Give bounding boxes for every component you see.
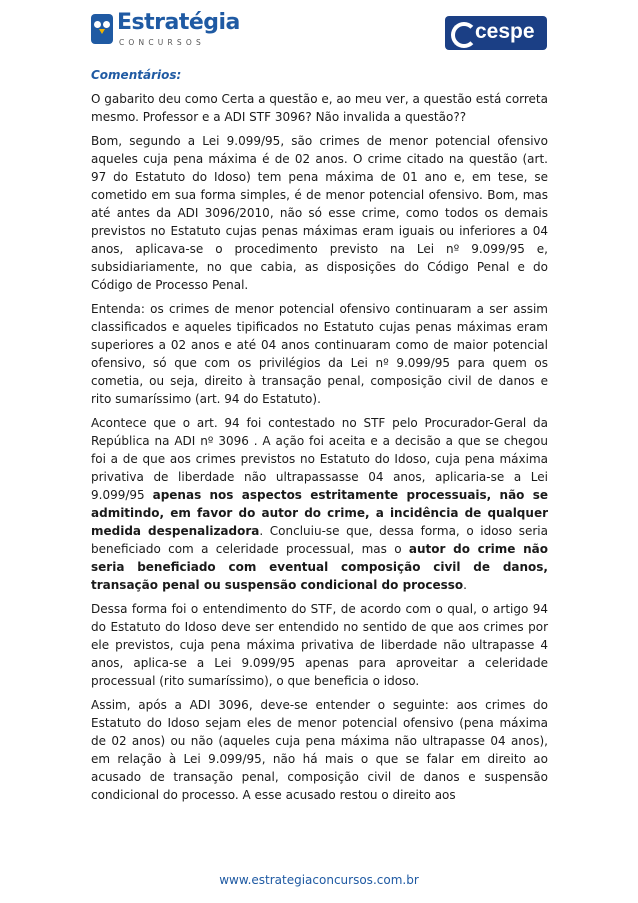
brand-title: Estratégia xyxy=(117,10,240,35)
paragraph-4-text-a: Acontece que o art. 94 foi contestado no STF pelo Procurador-Geral da República na ADI nº 3096 . A ação foi aceita e a decisão a que se chegou foi a de que aos crimes previstos no Estatuto do Idoso, cuja pena máxima privativa de liberdade não ultrapassasse 04 anos, aplicaria-se a Lei 9.099/95 xyxy=(91,416,548,502)
cespe-c-icon xyxy=(451,22,477,48)
paragraph-6: Assim, após a ADI 3096, deve-se entender o seguinte: aos crimes do Estatuto do Idoso sejam eles de menor potencial ofensivo (pena máxima de 02 anos) ou não (aqueles cuja pena máxima não ultrapasse 04 anos), em relação à Lei 9.099/95, não há mais o que se falar em direito ao acusado de transação penal, composição civil de danos e suspensão condicional do processo. A esse acusado restou o direito aos xyxy=(91,698,548,802)
paragraph-4-text-d: . xyxy=(463,578,467,592)
cespe-logo xyxy=(445,16,547,50)
paragraph-4-bold-2: autor do crime não seria beneficiado com eventual composição civil de danos, transação penal ou suspensão condicional do processo xyxy=(91,542,548,592)
section-title: Comentários: xyxy=(91,68,182,82)
owl-icon xyxy=(91,14,113,44)
paragraph-2: Bom, segundo a Lei 9.099/95, são crimes de menor potencial ofensivo aqueles cuja pena máxima é de 02 anos. O crime citado na questão (art. 97 do Estatuto do Idoso) tem pena máxima de 01 ano e, em tese, se cometido em sua forma simples, é de menor potencial ofensivo. Bom, mas até antes da ADI 3096/2010, não só esse crime, como todos os demais previstos no Estatuto cujas penas máximas eram iguais ou inferiores a 04 anos, aplicava-se o procedimento previsto na Lei nº 9.099/95 e, subsidiariamente, no que cabia, as disposições do Código Penal e do Código de Processo Penal. xyxy=(91,134,548,292)
paragraph-3: Entenda: os crimes de menor potencial ofensivo continuaram a ser assim classificados e aqueles tipificados no Estatuto cujas penas máximas eram superiores a 02 anos e até 04 anos continuaram como de maior potencial ofensivo, só que com os privilégios da Lei nº 9.099/95 para quem os cometia, ou seja, direito à transação penal, composição civil de danos e rito sumaríssimo (art. 94 do Estatuto). xyxy=(91,302,548,406)
estrategia-logo xyxy=(91,12,251,48)
paragraph-4 xyxy=(91,414,548,594)
paragraph-4-text-c: . Concluiu-se que, dessa forma, o idoso seria beneficiado com a celeridade processual, mas o xyxy=(91,524,548,556)
comment-body xyxy=(91,90,548,810)
footer-url[interactable]: www.estrategiaconcursos.com.br xyxy=(219,873,419,887)
paragraph-1: O gabarito deu como Certa a questão e, ao meu ver, a questão está correta mesmo. Professor e a ADI STF 3096? Não invalida a questão?? xyxy=(91,92,548,124)
brand-subtitle: CONCURSOS xyxy=(119,38,205,47)
paragraph-5: Dessa forma foi o entendimento do STF, de acordo com o qual, o artigo 94 do Estatuto do Idoso deve ser entendido no sentido de que aos crimes por ele previstos, cuja pena máxima privativa de liberdade não ultrapasse 4 anos, aplica-se a Lei 9.099/95 apenas para aproveitar a celeridade processual (rito sumaríssimo), o que beneficia o idoso. xyxy=(91,602,548,688)
paragraph-4-bold-1: apenas nos aspectos estritamente processuais, não se admitindo, em favor do autor do crime, a incidência de qualquer medida despenalizadora xyxy=(91,488,548,538)
cespe-logo-text: cespe xyxy=(475,20,535,43)
